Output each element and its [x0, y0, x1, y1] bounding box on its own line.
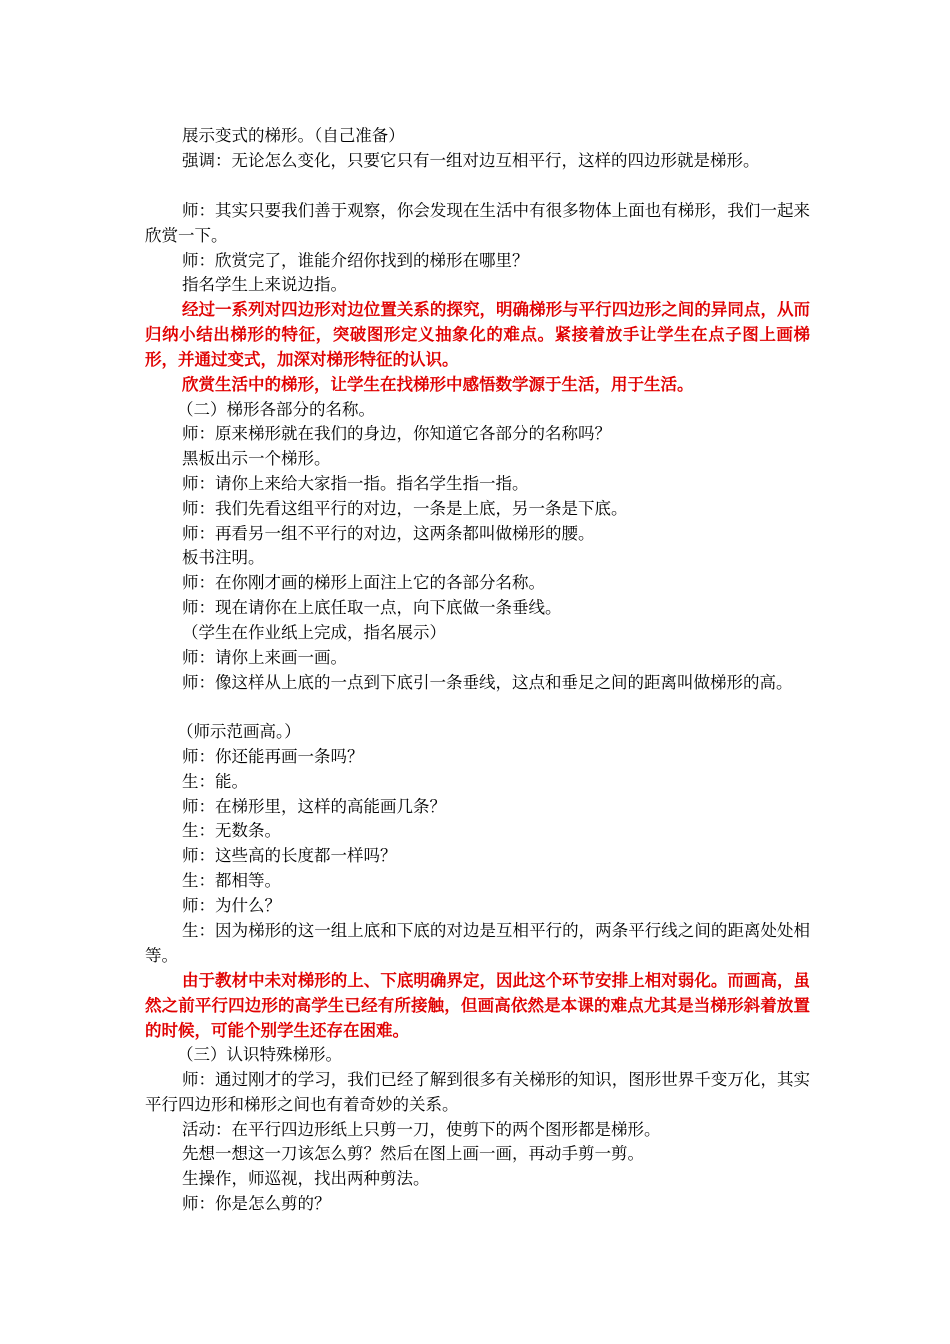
paragraph: 展示变式的梯形。（自己准备） [182, 126, 405, 145]
paragraph: 师：请你上来给大家指一指。指名学生指一指。 [182, 474, 529, 493]
paragraph: 师：你还能再画一条吗？ [182, 747, 364, 766]
paragraph: 师：原来梯形就在我们的身边，你知道它各部分的名称吗？ [182, 424, 611, 443]
paragraph: 生：能。 [182, 772, 248, 791]
paragraph: 师：像这样从上底的一点到下底引一条垂线，这点和垂足之间的距离叫做梯形的高。 [182, 673, 793, 692]
note-paragraph: 由于教材中未对梯形的上、下底明确界定，因此这个环节安排上相对弱化。而画高，虽然之前平行四边形的高学生已经有所接触，但画高依然是本课的难点尤其是当梯形斜着放置的时候，可能个别学生还存在困难。 [145, 971, 810, 1040]
section-note: （师示范画高。） [177, 722, 301, 741]
paragraph: 师：再看另一组不平行的对边，这两条都叫做梯形的腰。 [182, 524, 595, 543]
paragraph: 师：请你上来画一画。 [182, 648, 347, 667]
paragraph: 师：为什么？ [182, 896, 281, 915]
paragraph: 师：现在请你在上底任取一点，向下底做一条垂线。 [182, 598, 562, 617]
paragraph: 师：其实只要我们善于观察，你会发现在生活中有很多物体上面也有梯形，我们一起来欣赏一下。 [145, 201, 810, 245]
paragraph: 师：你是怎么剪的？ [182, 1194, 331, 1213]
paragraph: 生操作，师巡视，找出两种剪法。 [182, 1169, 430, 1188]
paragraph: （学生在作业纸上完成，指名展示） [182, 623, 446, 642]
paragraph: 师：在梯形里，这样的高能画几条？ [182, 797, 446, 816]
paragraph: 生：因为梯形的这一组上底和下底的对边是互相平行的，两条平行线之间的距离处处相等。 [145, 921, 810, 965]
paragraph: 师：通过刚才的学习，我们已经了解到很多有关梯形的知识，图形世界千变万化，其实平行四边形和梯形之间也有着奇妙的关系。 [145, 1070, 810, 1114]
note-paragraph: 经过一系列对四边形对边位置关系的探究，明确梯形与平行四边形之间的异同点，从而归纳小结出梯形的特征，突破图形定义抽象化的难点。紧接着放手让学生在点子图上画梯形，并通过变式，加深对梯形特征的认识。 [145, 300, 810, 369]
note-paragraph: 欣赏生活中的梯形，让学生在找梯形中感悟数学源于生活，用于生活。 [182, 375, 694, 394]
paragraph: 强调：无论怎么变化，只要它只有一组对边互相平行，这样的四边形就是梯形。 [182, 151, 760, 170]
paragraph: 师：在你刚才画的梯形上面注上它的各部分名称。 [182, 573, 545, 592]
paragraph: 指名学生上来说边指。 [182, 275, 347, 294]
paragraph: 板书注明。 [182, 548, 265, 567]
paragraph: 活动：在平行四边形纸上只剪一刀，使剪下的两个图形都是梯形。 [182, 1120, 661, 1139]
paragraph: 黑板出示一个梯形。 [182, 449, 331, 468]
section-heading: （二）梯形各部分的名称。 [177, 400, 375, 419]
section-heading: （三）认识特殊梯形。 [177, 1045, 342, 1064]
paragraph: 师：我们先看这组平行的对边，一条是上底，另一条是下底。 [182, 499, 628, 518]
paragraph: 师：这些高的长度都一样吗？ [182, 846, 397, 865]
paragraph: 生：无数条。 [182, 821, 281, 840]
paragraph: 师：欣赏完了，谁能介绍你找到的梯形在哪里？ [182, 251, 529, 270]
paragraph: 生：都相等。 [182, 871, 281, 890]
paragraph: 先想一想这一刀该怎么剪？然后在图上画一画，再动手剪一剪。 [182, 1144, 644, 1163]
